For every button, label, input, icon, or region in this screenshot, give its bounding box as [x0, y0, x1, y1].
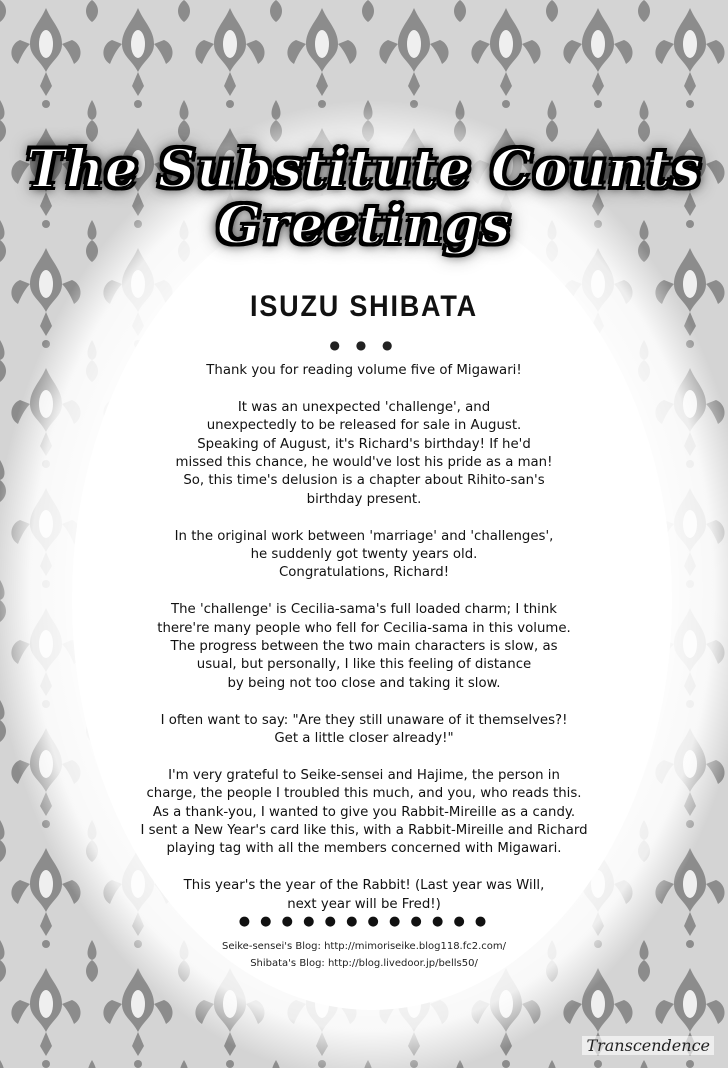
separator-dots-bottom: ● ● ● ● ● ● ● ● ● ● ● ● [238, 914, 490, 929]
blog-links [0, 938, 728, 972]
separator-dots-top: ● ● ● [329, 338, 399, 352]
paragraph: This year's the year of the Rabbit! (Last year was Will, next year will be Fred!) [183, 878, 545, 912]
title-block [0, 140, 728, 256]
author-name: ISUZU SHIBATA [250, 290, 478, 323]
blog-link-shibata[interactable]: Shibata's Blog: http://blog.livedoor.jp/bells50/ [250, 958, 478, 969]
title-line-2: Greetings [216, 195, 512, 256]
title-line-1: The Substitute Counts [26, 139, 702, 200]
paragraph: I'm very grateful to Seike-sensei and Hajime, the person in charge, the people I troubled this much, and you, who reads this. As a thank-you, I wanted to give you Rabbit-Mireille as a candy. I sent a New Year's card like this, with a Rabbit-Mireille and Richard playing tag with all the members concerned with Migawari. [140, 767, 588, 857]
paragraph: Thank you for reading volume five of Migawari! [206, 363, 522, 378]
blog-link-seike[interactable]: Seike-sensei's Blog: http://mimoriseike.blog118.fc2.com/ [221, 941, 507, 952]
paragraph: The 'challenge' is Cecilia-sama's full loaded charm; I think there're many people who fell for Cecilia-sama in this volume. The progress between the two main characters is slow, as usual, but personally, I like this feeling of distance by being not too close and taking it slow. [157, 602, 571, 691]
paragraph: It was an unexpected 'challenge', and unexpectedly to be released for sale in August. Speaking of August, it's Richard's birthday! If he'd missed this chance, he would've lost his pride as a man! So, this time's delusion is a chapter about Rihito-san's birthday present. [175, 399, 553, 507]
message-body [80, 362, 648, 932]
scanlation-credit: Transcendence [582, 1036, 714, 1055]
paragraph: In the original work between 'marriage' and 'challenges', he suddenly got twenty years old. Congratulations, Richard! [174, 528, 554, 581]
paragraph: I often want to say: "Are they still unaware of it themselves?! Get a little closer already!" [160, 712, 568, 747]
